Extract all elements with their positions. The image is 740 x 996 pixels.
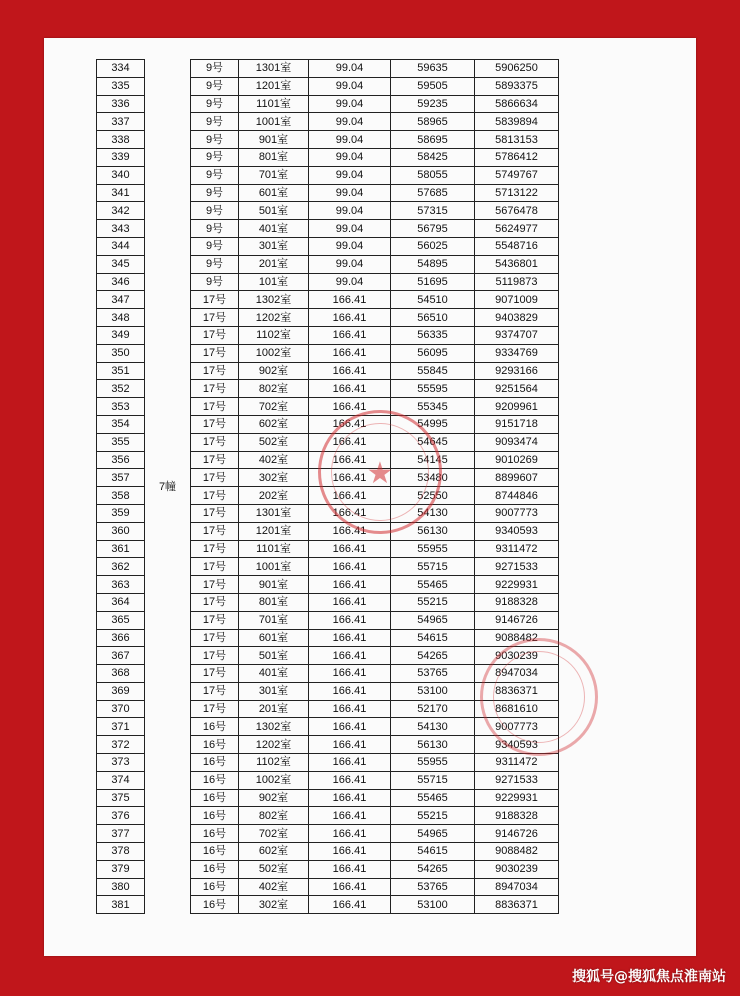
row-number-cell: 376 — [97, 807, 145, 825]
row-number-cell: 355 — [97, 433, 145, 451]
area-cell: 99.04 — [309, 202, 391, 220]
unit-price-cell: 56095 — [391, 344, 475, 362]
unit-price-cell: 58965 — [391, 113, 475, 131]
row-number-cell: 340 — [97, 166, 145, 184]
unit-number-cell: 9号 — [191, 60, 239, 78]
unit-number-cell: 17号 — [191, 451, 239, 469]
unit-price-cell: 55595 — [391, 380, 475, 398]
area-cell: 166.41 — [309, 878, 391, 896]
unit-price-cell: 52170 — [391, 700, 475, 718]
room-number-cell: 1101室 — [239, 540, 309, 558]
area-cell: 166.41 — [309, 451, 391, 469]
unit-price-cell: 55955 — [391, 540, 475, 558]
total-price-cell: 9010269 — [475, 451, 559, 469]
room-number-cell: 201室 — [239, 255, 309, 273]
unit-price-cell: 55345 — [391, 398, 475, 416]
unit-price-cell: 55465 — [391, 789, 475, 807]
area-cell: 166.41 — [309, 629, 391, 647]
total-price-cell: 9340593 — [475, 522, 559, 540]
row-number-cell: 351 — [97, 362, 145, 380]
total-price-cell: 9151718 — [475, 415, 559, 433]
row-number-cell: 353 — [97, 398, 145, 416]
unit-price-cell: 54265 — [391, 860, 475, 878]
area-cell: 99.04 — [309, 60, 391, 78]
unit-number-cell: 9号 — [191, 77, 239, 95]
watermark-text: 搜狐号@搜狐焦点淮南站 — [572, 969, 726, 985]
area-cell: 166.41 — [309, 860, 391, 878]
unit-number-cell: 17号 — [191, 629, 239, 647]
unit-number-cell: 16号 — [191, 718, 239, 736]
unit-price-cell: 55955 — [391, 754, 475, 772]
area-cell: 166.41 — [309, 789, 391, 807]
total-price-cell: 9374707 — [475, 326, 559, 344]
unit-number-cell: 17号 — [191, 487, 239, 505]
area-cell: 166.41 — [309, 522, 391, 540]
room-number-cell: 201室 — [239, 700, 309, 718]
area-cell: 166.41 — [309, 896, 391, 914]
unit-number-cell: 17号 — [191, 380, 239, 398]
area-cell: 166.41 — [309, 433, 391, 451]
unit-price-cell: 59505 — [391, 77, 475, 95]
area-cell: 166.41 — [309, 843, 391, 861]
unit-number-cell: 17号 — [191, 700, 239, 718]
unit-price-cell: 58695 — [391, 131, 475, 149]
row-number-cell: 349 — [97, 326, 145, 344]
total-price-cell: 9209961 — [475, 398, 559, 416]
room-number-cell: 1302室 — [239, 718, 309, 736]
row-number-cell: 381 — [97, 896, 145, 914]
total-price-cell: 5786412 — [475, 148, 559, 166]
building-cell — [145, 60, 191, 914]
total-price-cell: 5839894 — [475, 113, 559, 131]
total-price-cell: 9188328 — [475, 593, 559, 611]
total-price-cell: 9007773 — [475, 718, 559, 736]
unit-price-cell: 57315 — [391, 202, 475, 220]
row-number-cell: 369 — [97, 682, 145, 700]
unit-number-cell: 16号 — [191, 860, 239, 878]
unit-price-cell: 54965 — [391, 825, 475, 843]
unit-price-cell: 55465 — [391, 576, 475, 594]
room-number-cell: 702室 — [239, 825, 309, 843]
unit-number-cell: 17号 — [191, 291, 239, 309]
area-cell: 166.41 — [309, 700, 391, 718]
room-number-cell: 501室 — [239, 647, 309, 665]
row-number-cell: 377 — [97, 825, 145, 843]
area-cell: 166.41 — [309, 736, 391, 754]
unit-number-cell: 16号 — [191, 896, 239, 914]
total-price-cell: 5866634 — [475, 95, 559, 113]
room-number-cell: 502室 — [239, 860, 309, 878]
row-number-cell: 363 — [97, 576, 145, 594]
unit-number-cell: 9号 — [191, 184, 239, 202]
unit-price-cell: 58055 — [391, 166, 475, 184]
unit-number-cell: 16号 — [191, 754, 239, 772]
unit-price-cell: 55845 — [391, 362, 475, 380]
unit-number-cell: 17号 — [191, 362, 239, 380]
row-number-cell: 344 — [97, 237, 145, 255]
room-number-cell: 1301室 — [239, 60, 309, 78]
unit-number-cell: 17号 — [191, 665, 239, 683]
total-price-cell: 9311472 — [475, 754, 559, 772]
total-price-cell: 5749767 — [475, 166, 559, 184]
unit-price-cell: 56335 — [391, 326, 475, 344]
room-number-cell: 301室 — [239, 682, 309, 700]
total-price-cell: 9271533 — [475, 771, 559, 789]
unit-price-cell: 59635 — [391, 60, 475, 78]
row-number-cell: 357 — [97, 469, 145, 487]
room-number-cell: 101室 — [239, 273, 309, 291]
unit-price-cell: 56130 — [391, 736, 475, 754]
unit-price-cell: 56795 — [391, 220, 475, 238]
total-price-cell: 8744846 — [475, 487, 559, 505]
room-number-cell: 501室 — [239, 202, 309, 220]
area-cell: 166.41 — [309, 771, 391, 789]
room-number-cell: 901室 — [239, 576, 309, 594]
unit-number-cell: 17号 — [191, 522, 239, 540]
row-number-cell: 342 — [97, 202, 145, 220]
row-number-cell: 358 — [97, 487, 145, 505]
room-number-cell: 1102室 — [239, 326, 309, 344]
area-cell: 166.41 — [309, 291, 391, 309]
unit-price-cell: 54130 — [391, 504, 475, 522]
area-cell: 99.04 — [309, 184, 391, 202]
area-cell: 166.41 — [309, 718, 391, 736]
unit-price-cell: 53765 — [391, 878, 475, 896]
total-price-cell: 8947034 — [475, 665, 559, 683]
area-cell: 166.41 — [309, 611, 391, 629]
unit-price-cell: 54615 — [391, 843, 475, 861]
room-number-cell: 1002室 — [239, 344, 309, 362]
total-price-cell: 8899607 — [475, 469, 559, 487]
unit-price-cell: 55215 — [391, 593, 475, 611]
unit-number-cell: 9号 — [191, 131, 239, 149]
row-number-cell: 365 — [97, 611, 145, 629]
total-price-cell: 8947034 — [475, 878, 559, 896]
room-number-cell: 601室 — [239, 629, 309, 647]
room-number-cell: 901室 — [239, 131, 309, 149]
area-cell: 99.04 — [309, 131, 391, 149]
room-number-cell: 1201室 — [239, 77, 309, 95]
unit-price-cell: 59235 — [391, 95, 475, 113]
unit-price-cell: 54615 — [391, 629, 475, 647]
room-number-cell: 802室 — [239, 807, 309, 825]
area-cell: 166.41 — [309, 558, 391, 576]
unit-number-cell: 9号 — [191, 237, 239, 255]
unit-number-cell: 9号 — [191, 220, 239, 238]
unit-price-cell: 57685 — [391, 184, 475, 202]
unit-number-cell: 9号 — [191, 202, 239, 220]
row-number-cell: 359 — [97, 504, 145, 522]
area-cell: 166.41 — [309, 576, 391, 594]
area-cell: 166.41 — [309, 504, 391, 522]
row-number-cell: 368 — [97, 665, 145, 683]
row-number-cell: 346 — [97, 273, 145, 291]
total-price-cell: 9071009 — [475, 291, 559, 309]
unit-price-cell: 53480 — [391, 469, 475, 487]
unit-price-cell: 53100 — [391, 682, 475, 700]
unit-number-cell: 16号 — [191, 771, 239, 789]
row-number-cell: 352 — [97, 380, 145, 398]
room-number-cell: 502室 — [239, 433, 309, 451]
room-number-cell: 702室 — [239, 398, 309, 416]
unit-number-cell: 9号 — [191, 113, 239, 131]
total-price-cell: 9030239 — [475, 647, 559, 665]
row-number-cell: 373 — [97, 754, 145, 772]
room-number-cell: 302室 — [239, 896, 309, 914]
row-number-cell: 380 — [97, 878, 145, 896]
row-number-cell: 345 — [97, 255, 145, 273]
unit-number-cell: 17号 — [191, 558, 239, 576]
unit-price-cell: 54265 — [391, 647, 475, 665]
unit-price-cell: 56510 — [391, 309, 475, 327]
area-cell: 166.41 — [309, 344, 391, 362]
area-cell: 99.04 — [309, 255, 391, 273]
room-number-cell: 402室 — [239, 451, 309, 469]
row-number-cell: 338 — [97, 131, 145, 149]
total-price-cell: 9311472 — [475, 540, 559, 558]
unit-number-cell: 17号 — [191, 593, 239, 611]
room-number-cell: 902室 — [239, 789, 309, 807]
unit-price-cell: 55715 — [391, 771, 475, 789]
unit-price-cell: 56130 — [391, 522, 475, 540]
total-price-cell: 5713122 — [475, 184, 559, 202]
unit-number-cell: 16号 — [191, 843, 239, 861]
area-cell: 99.04 — [309, 95, 391, 113]
row-number-cell: 337 — [97, 113, 145, 131]
row-number-cell: 361 — [97, 540, 145, 558]
total-price-cell: 9088482 — [475, 843, 559, 861]
area-cell: 166.41 — [309, 754, 391, 772]
total-price-cell: 9146726 — [475, 611, 559, 629]
unit-number-cell: 16号 — [191, 789, 239, 807]
unit-number-cell: 17号 — [191, 326, 239, 344]
area-cell: 99.04 — [309, 166, 391, 184]
room-number-cell: 1102室 — [239, 754, 309, 772]
area-cell: 166.41 — [309, 682, 391, 700]
building-label: 7幢 — [158, 480, 177, 493]
total-price-cell: 9088482 — [475, 629, 559, 647]
row-number-cell: 362 — [97, 558, 145, 576]
unit-price-cell: 53100 — [391, 896, 475, 914]
row-number-cell: 364 — [97, 593, 145, 611]
total-price-cell: 9251564 — [475, 380, 559, 398]
area-cell: 166.41 — [309, 380, 391, 398]
row-number-cell: 372 — [97, 736, 145, 754]
row-number-cell: 354 — [97, 415, 145, 433]
row-number-cell: 367 — [97, 647, 145, 665]
room-number-cell: 801室 — [239, 148, 309, 166]
room-number-cell: 1201室 — [239, 522, 309, 540]
room-number-cell: 401室 — [239, 220, 309, 238]
unit-number-cell: 9号 — [191, 273, 239, 291]
unit-price-cell: 54995 — [391, 415, 475, 433]
room-number-cell: 1202室 — [239, 736, 309, 754]
unit-number-cell: 17号 — [191, 504, 239, 522]
unit-price-cell: 54130 — [391, 718, 475, 736]
total-price-cell: 9403829 — [475, 309, 559, 327]
row-number-cell: 374 — [97, 771, 145, 789]
area-cell: 166.41 — [309, 326, 391, 344]
row-number-cell: 334 — [97, 60, 145, 78]
total-price-cell: 8836371 — [475, 896, 559, 914]
room-number-cell: 902室 — [239, 362, 309, 380]
area-cell: 99.04 — [309, 77, 391, 95]
unit-price-cell: 58425 — [391, 148, 475, 166]
room-number-cell: 1101室 — [239, 95, 309, 113]
total-price-cell: 9293166 — [475, 362, 559, 380]
unit-number-cell: 9号 — [191, 255, 239, 273]
unit-number-cell: 17号 — [191, 433, 239, 451]
room-number-cell: 602室 — [239, 415, 309, 433]
total-price-cell: 9271533 — [475, 558, 559, 576]
unit-number-cell: 17号 — [191, 398, 239, 416]
unit-price-cell: 53765 — [391, 665, 475, 683]
total-price-cell: 9030239 — [475, 860, 559, 878]
unit-number-cell: 17号 — [191, 344, 239, 362]
room-number-cell: 402室 — [239, 878, 309, 896]
unit-number-cell: 16号 — [191, 878, 239, 896]
unit-number-cell: 17号 — [191, 469, 239, 487]
area-cell: 166.41 — [309, 825, 391, 843]
total-price-cell: 9334769 — [475, 344, 559, 362]
row-number-cell: 341 — [97, 184, 145, 202]
row-number-cell: 343 — [97, 220, 145, 238]
unit-price-cell: 55715 — [391, 558, 475, 576]
area-cell: 166.41 — [309, 593, 391, 611]
row-number-cell: 378 — [97, 843, 145, 861]
unit-price-cell: 51695 — [391, 273, 475, 291]
unit-price-cell: 54145 — [391, 451, 475, 469]
room-number-cell: 301室 — [239, 237, 309, 255]
row-number-cell: 366 — [97, 629, 145, 647]
area-cell: 166.41 — [309, 540, 391, 558]
total-price-cell: 8681610 — [475, 700, 559, 718]
total-price-cell: 5119873 — [475, 273, 559, 291]
room-number-cell: 1002室 — [239, 771, 309, 789]
price-table-body — [97, 60, 559, 914]
row-number-cell: 360 — [97, 522, 145, 540]
row-number-cell: 347 — [97, 291, 145, 309]
total-price-cell: 9146726 — [475, 825, 559, 843]
room-number-cell: 701室 — [239, 611, 309, 629]
unit-number-cell: 17号 — [191, 647, 239, 665]
row-number-cell: 379 — [97, 860, 145, 878]
unit-number-cell: 17号 — [191, 309, 239, 327]
room-number-cell: 401室 — [239, 665, 309, 683]
area-cell: 99.04 — [309, 113, 391, 131]
total-price-cell: 5676478 — [475, 202, 559, 220]
total-price-cell: 9007773 — [475, 504, 559, 522]
row-number-cell: 375 — [97, 789, 145, 807]
total-price-cell: 5548716 — [475, 237, 559, 255]
total-price-cell: 9229931 — [475, 576, 559, 594]
unit-number-cell: 16号 — [191, 736, 239, 754]
unit-number-cell: 9号 — [191, 166, 239, 184]
unit-price-cell: 52550 — [391, 487, 475, 505]
room-number-cell: 1302室 — [239, 291, 309, 309]
row-number-cell: 356 — [97, 451, 145, 469]
row-number-cell: 370 — [97, 700, 145, 718]
unit-price-cell: 54645 — [391, 433, 475, 451]
room-number-cell: 1001室 — [239, 113, 309, 131]
area-cell: 166.41 — [309, 469, 391, 487]
total-price-cell: 5436801 — [475, 255, 559, 273]
total-price-cell: 9340593 — [475, 736, 559, 754]
area-cell: 166.41 — [309, 807, 391, 825]
unit-number-cell: 17号 — [191, 415, 239, 433]
unit-number-cell: 17号 — [191, 540, 239, 558]
total-price-cell: 8836371 — [475, 682, 559, 700]
area-cell: 99.04 — [309, 273, 391, 291]
unit-price-cell: 54965 — [391, 611, 475, 629]
room-number-cell: 202室 — [239, 487, 309, 505]
room-number-cell: 1301室 — [239, 504, 309, 522]
area-cell: 99.04 — [309, 220, 391, 238]
area-cell: 166.41 — [309, 309, 391, 327]
area-cell: 166.41 — [309, 647, 391, 665]
unit-number-cell: 17号 — [191, 576, 239, 594]
unit-price-cell: 56025 — [391, 237, 475, 255]
total-price-cell: 9229931 — [475, 789, 559, 807]
total-price-cell: 5906250 — [475, 60, 559, 78]
price-table — [96, 59, 559, 914]
unit-number-cell: 9号 — [191, 95, 239, 113]
unit-price-cell: 54895 — [391, 255, 475, 273]
unit-number-cell: 9号 — [191, 148, 239, 166]
room-number-cell: 302室 — [239, 469, 309, 487]
area-cell: 166.41 — [309, 665, 391, 683]
room-number-cell: 701室 — [239, 166, 309, 184]
room-number-cell: 602室 — [239, 843, 309, 861]
total-price-cell: 5813153 — [475, 131, 559, 149]
row-number-cell: 348 — [97, 309, 145, 327]
total-price-cell: 9188328 — [475, 807, 559, 825]
row-number-cell: 339 — [97, 148, 145, 166]
area-cell: 166.41 — [309, 398, 391, 416]
total-price-cell: 5893375 — [475, 77, 559, 95]
unit-price-cell: 55215 — [391, 807, 475, 825]
area-cell: 166.41 — [309, 362, 391, 380]
unit-number-cell: 17号 — [191, 611, 239, 629]
row-number-cell: 371 — [97, 718, 145, 736]
room-number-cell: 1202室 — [239, 309, 309, 327]
room-number-cell: 801室 — [239, 593, 309, 611]
row-number-cell: 350 — [97, 344, 145, 362]
unit-number-cell: 16号 — [191, 825, 239, 843]
total-price-cell: 5624977 — [475, 220, 559, 238]
unit-number-cell: 16号 — [191, 807, 239, 825]
area-cell: 166.41 — [309, 415, 391, 433]
table-row — [97, 60, 559, 78]
unit-number-cell: 17号 — [191, 682, 239, 700]
room-number-cell: 802室 — [239, 380, 309, 398]
area-cell: 99.04 — [309, 148, 391, 166]
seal-star-icon: ★ — [366, 456, 394, 492]
area-cell: 99.04 — [309, 237, 391, 255]
area-cell: 166.41 — [309, 487, 391, 505]
total-price-cell: 9093474 — [475, 433, 559, 451]
row-number-cell: 335 — [97, 77, 145, 95]
unit-price-cell: 54510 — [391, 291, 475, 309]
room-number-cell: 601室 — [239, 184, 309, 202]
row-number-cell: 336 — [97, 95, 145, 113]
room-number-cell: 1001室 — [239, 558, 309, 576]
